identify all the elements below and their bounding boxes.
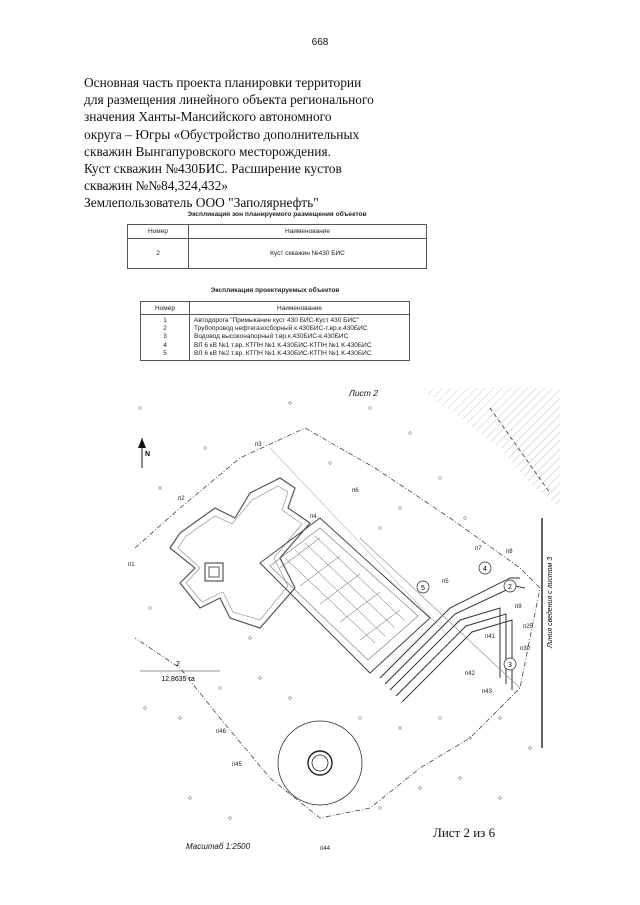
svg-text:3: 3 [508, 662, 512, 669]
objects-header-name: Наименование [190, 302, 410, 315]
linear-objects [270, 448, 525, 702]
point-label: п1 [128, 562, 135, 568]
point-label: п2 [178, 496, 185, 502]
header-line: Основная часть проекта планировки территории [84, 75, 362, 90]
sheet-of-label: Лист 2 из 6 [430, 825, 498, 841]
objects-title: Экспликация проектируемых объектов [210, 287, 340, 294]
north-arrow-icon [138, 438, 150, 468]
zones-header-name: Наименование [189, 225, 427, 239]
zone-label [140, 661, 220, 683]
zones-row-number: 2 [128, 239, 189, 269]
point-label: п44 [320, 846, 330, 852]
sheet-label: Лист 2 [349, 388, 378, 398]
object-name: ВЛ 6 кВ №2 т.вр. КТПН №1 К-430БИС-КТПН №1 К-430БИС [194, 349, 372, 357]
object-number: 5 [163, 349, 167, 357]
zones-explication [127, 211, 427, 269]
point-label: п43 [482, 689, 492, 695]
storage-circle [278, 721, 362, 805]
document-header [84, 74, 424, 212]
zones-title: Экспликация зон планируемого размещения объектов [187, 211, 367, 218]
header-line: скважин №№84,324,432» [84, 178, 228, 194]
object-name: Водовод высоконапорный т.вр.к.430БИС-к.430БИС [194, 333, 349, 341]
point-label: п45 [232, 762, 242, 768]
point-label: п6 [352, 488, 359, 494]
point-labels [128, 442, 534, 852]
object-number: 4 [163, 341, 167, 349]
point-label: п7 [475, 546, 482, 552]
marker-3 [504, 658, 516, 670]
marker-5 [417, 581, 429, 593]
survey-dots [139, 402, 532, 820]
header-line: скважин Вынгапуровского месторождения. [84, 143, 331, 159]
point-label: п42 [465, 671, 475, 677]
header-line: Куст скважин №430БИС. Расширение кустов [84, 161, 342, 177]
objects-explication [140, 287, 410, 361]
point-label: п30 [520, 646, 530, 652]
zone-area: 12,8635 га [161, 676, 195, 683]
point-label: п5 [442, 579, 449, 585]
north-label: N [145, 451, 151, 458]
point-label: п3 [255, 442, 262, 448]
point-label: п8 [506, 549, 513, 555]
object-number: 2 [163, 325, 167, 333]
small-structure [205, 563, 223, 581]
object-name: ВЛ 6 кВ №1 т.вр. КТПН №1 К-430БИС-КТПН №1 К-430БИС [194, 341, 372, 349]
svg-text:4: 4 [483, 566, 487, 573]
point-label: п25 [523, 624, 533, 630]
objects-table [140, 301, 410, 361]
hatched-area [420, 388, 560, 508]
scale-label: Масштаб 1:2500 [186, 842, 251, 851]
zones-header-number: Номер [128, 225, 189, 239]
point-label: п4 [310, 514, 317, 520]
object-name: Трубопровод нефтегазосборный к.430БИС-т.вр.к.430БИС [194, 325, 368, 333]
header-line: значения Ханты-Мансийского автономного [84, 109, 332, 125]
zone-number: 2 [176, 661, 180, 668]
zones-table [127, 224, 427, 269]
header-line: Землепользователь ООО "Заполярнефть" [84, 195, 319, 211]
objects-names-cell [190, 315, 410, 361]
header-line: для размещения линейного объекта регионального [84, 92, 374, 108]
zones-row-name: Куст скважин №430 БИС [189, 239, 427, 269]
objects-header-number: Номер [141, 302, 190, 315]
marker-4 [479, 562, 491, 574]
planning-map [120, 388, 560, 858]
svg-text:2: 2 [508, 584, 512, 591]
zone-boundary [135, 428, 540, 818]
object-markers [417, 562, 516, 670]
site-outline [170, 478, 310, 628]
point-label: п9 [515, 604, 522, 610]
boundary-note: Линия сведения с листом 3 [547, 556, 554, 648]
objects-numbers-cell [141, 315, 190, 361]
object-name: Автодорога "Примыкание куст 430 БИС-Куст 430 БИС" [194, 317, 360, 324]
object-number: 1 [163, 317, 167, 324]
header-line: округа – Югры «Обустройство дополнительных [84, 126, 360, 142]
small-structure-inner [209, 567, 219, 577]
point-label: п46 [216, 729, 226, 735]
point-label: п41 [485, 634, 495, 640]
marker-2 [504, 580, 516, 592]
map-drawing [120, 388, 560, 858]
well-pad [260, 518, 430, 673]
site-outline-inner [178, 486, 302, 620]
object-number: 3 [163, 333, 167, 341]
page-number: 668 [311, 37, 329, 48]
svg-text:5: 5 [421, 585, 425, 592]
